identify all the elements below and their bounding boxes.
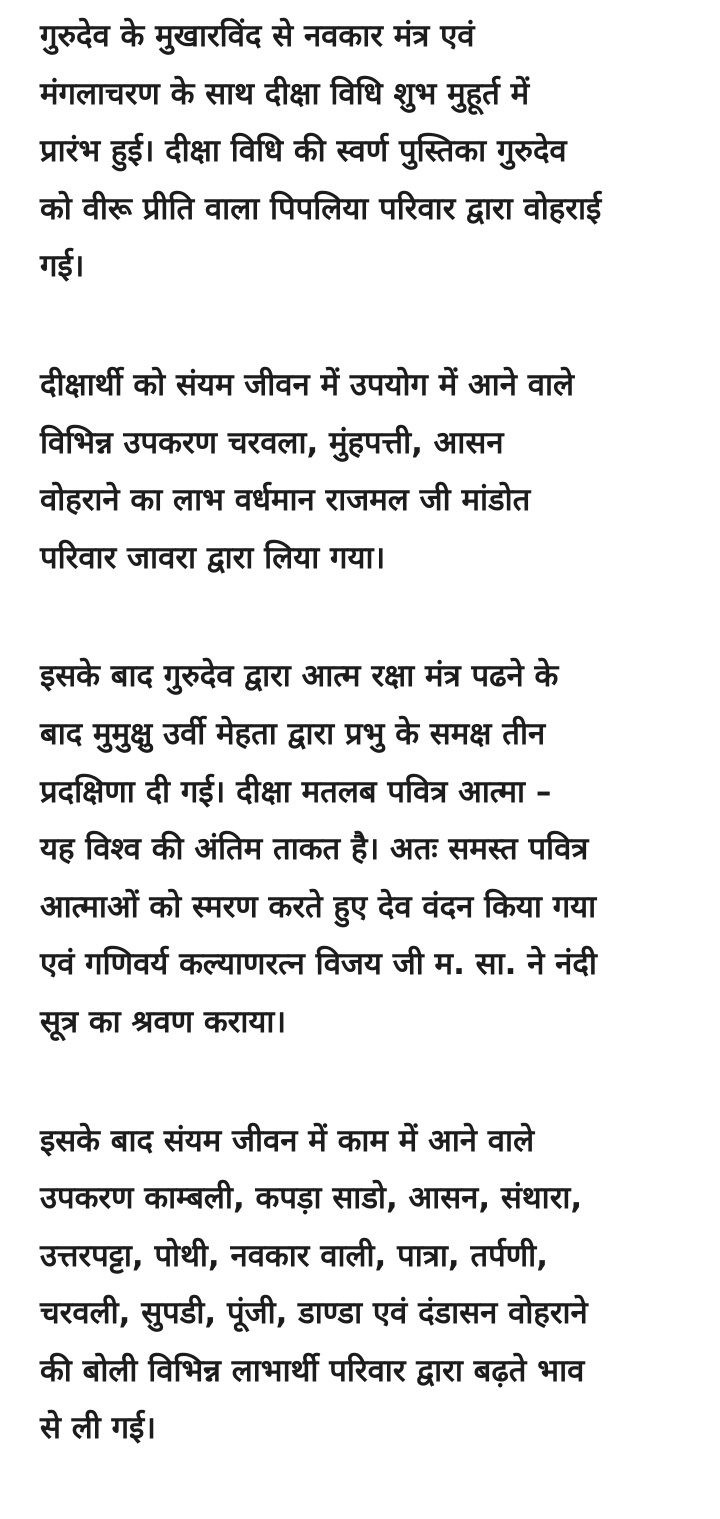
- article-body: [40, 8, 700, 1519]
- text-line: से ली गई।: [40, 1410, 157, 1447]
- text-line: प्रारंभ हुई। दीक्षा विधि की स्वर्ण पुस्तिका गुरुदेव: [40, 133, 567, 170]
- paragraph-boli: [40, 1113, 700, 1459]
- text-line: विभिन्न उपकरण चरवला, मुंहपत्ती, आसन: [40, 424, 504, 461]
- text-line: मंगलाचरण के साथ दीक्षा विधि शुभ मुहूर्त में: [40, 75, 530, 112]
- text-line: सूत्र का श्रवण कराया।: [40, 1003, 287, 1040]
- text-line: वोहराने का लाभ वर्धमान राजमल जी मांडोत: [40, 482, 531, 519]
- text-line: गई।: [40, 248, 85, 285]
- text-line: बाद मुमुक्षु उर्वी मेहता द्वारा प्रभु के समक्ष तीन: [40, 715, 546, 752]
- text-line: परिवार जावरा द्वारा लिया गया।: [40, 539, 386, 576]
- text-line: दीक्षार्थी को संयम जीवन में उपयोग में आने वाले: [40, 366, 575, 403]
- paragraph-pradakshina: [40, 648, 700, 1051]
- text-line: प्रदक्षिणा दी गई। दीक्षा मतलब पवित्र आत्मा –: [40, 773, 552, 810]
- text-line: उपकरण काम्बली, कपड़ा साडो, आसन, संथारा,: [40, 1180, 583, 1217]
- text-line: एवं गणिवर्य कल्याणरत्न विजय जी म. सा. ने नंदी: [40, 946, 597, 983]
- text-line: गुरुदेव के मुखारविंद से नवकार मंत्र एवं: [40, 18, 475, 54]
- text-line: यह विश्व की अंतिम ताकत है। अतः समस्त पवित्र: [40, 831, 589, 868]
- text-line: इसके बाद संयम जीवन में काम में आने वाले: [40, 1122, 535, 1159]
- text-line: उत्तरपट्टा, पोथी, नवकार वाली, पात्रा, तर्पणी,: [40, 1237, 548, 1274]
- text-line: इसके बाद गुरुदेव द्वारा आत्म रक्षा मंत्र पढने के: [40, 658, 559, 695]
- text-line: चरवली, सुपडी, पूंजी, डाण्डा एवं दंडासन वोहराने: [40, 1295, 588, 1332]
- paragraph-upkaran-labh: [40, 357, 700, 587]
- paragraph-diksha-vidhi: [40, 8, 700, 296]
- text-line: को वीरू प्रीति वाला पिपलिया परिवार द्वारा वोहराई: [40, 190, 602, 227]
- text-line: की बोली विभिन्न लाभार्थी परिवार द्वारा बढ़ते भाव: [40, 1352, 585, 1389]
- text-line: आत्माओं को स्मरण करते हुए देव वंदन किया गया: [40, 888, 597, 925]
